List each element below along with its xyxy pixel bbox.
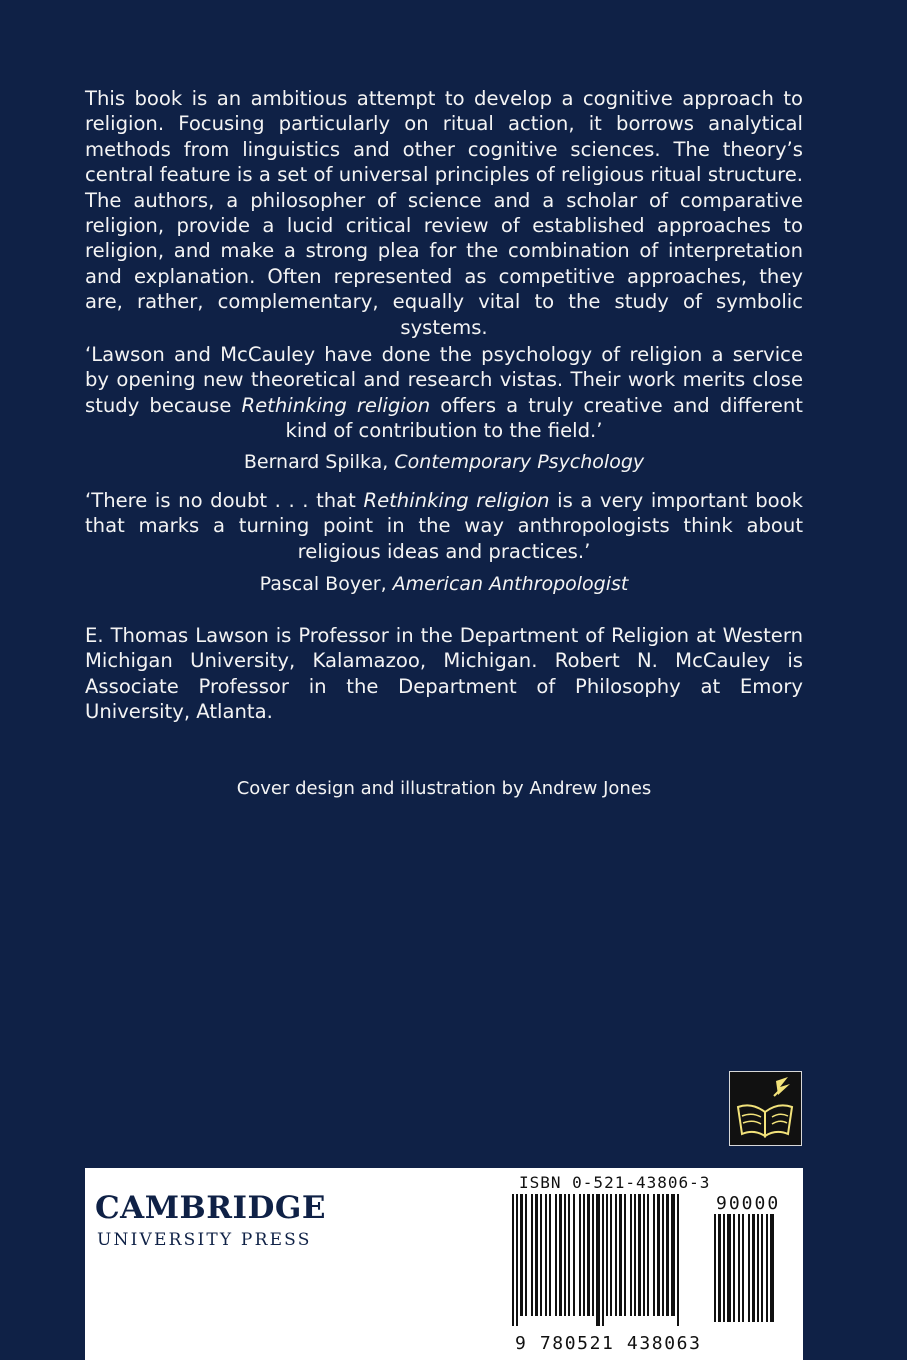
barcode-bar	[535, 1194, 538, 1316]
barcode-bar	[619, 1194, 622, 1316]
quote-text-before: ‘There is no doubt . . . that	[85, 489, 364, 512]
barcode-bar	[525, 1194, 527, 1316]
barcode-bar	[549, 1194, 551, 1316]
barcode-bar	[761, 1214, 763, 1322]
review-attribution-boyer	[85, 572, 803, 597]
barcode-bar	[516, 1194, 518, 1326]
barcode-bar	[602, 1194, 604, 1326]
quote-text-after: offers a truly creative and different kind of contribution to the field.’	[285, 393, 803, 443]
barcode-bar	[606, 1194, 608, 1316]
barcode-bar	[583, 1194, 585, 1316]
barcode-bar	[653, 1194, 655, 1316]
reviewer-name: Pascal Boyer,	[259, 573, 393, 595]
cover-credit: Cover design and illustration by Andrew Jones	[236, 778, 652, 799]
book-title: Rethinking religion	[241, 393, 431, 417]
barcode-bar	[587, 1194, 590, 1316]
barcode-bar	[634, 1194, 636, 1316]
book-title: Rethinking religion	[363, 489, 550, 512]
review-quote-boyer	[85, 488, 803, 564]
quote-text-after: is a very important book that marks a turning point in the way anthropologists think about religious ideas and practices.’	[85, 489, 803, 563]
barcode-bar	[592, 1194, 594, 1316]
barcode-bar	[610, 1194, 612, 1316]
barcode-bar	[718, 1214, 721, 1322]
ean-digits: 9 780521 438063	[515, 1333, 702, 1354]
review-quote-spilka	[85, 342, 803, 444]
isbn-number: ISBN 0-521-43806-3	[519, 1173, 711, 1192]
barcode-bar	[568, 1194, 570, 1316]
barcode-bar	[677, 1194, 679, 1326]
publisher-name: CAMBRIDGE	[95, 1190, 326, 1226]
barcode-bar	[666, 1194, 669, 1316]
barcode-bar	[671, 1194, 675, 1316]
barcode-bar	[733, 1214, 735, 1322]
quote-text-before: ‘Lawson and McCauley have done the psychology of religion a service by opening new theoretical and research vistas. Their work merits close study because	[85, 343, 803, 417]
barcode-bar	[742, 1214, 744, 1322]
barcode-bar	[638, 1194, 641, 1316]
barcode-bar	[752, 1214, 755, 1322]
barcode-bar	[662, 1194, 664, 1316]
addon-barcode	[712, 1214, 798, 1330]
barcode-bar	[596, 1194, 600, 1326]
barcode-bar	[520, 1194, 523, 1316]
barcode-bar	[540, 1194, 542, 1316]
barcode-bar	[531, 1194, 533, 1316]
review-attribution-spilka	[85, 450, 803, 475]
review-source: American Anthropologist	[392, 573, 629, 595]
blurb-paragraph: This book is an ambitious attempt to develop a cognitive approach to religion. Focusing particularly on ritual action, it borrows analytical methods from linguistics and other cognitive sciences. The theory’s central feature is a set of universal principles of religious ritual structure. The authors, a philosopher of science and a scholar of comparative religion, provide a lucid critical review of established approaches to religion, and make a strong plea for the combination of interpretation and explanation. Often represented as competitive approaches, they are, rather, complementary, equally vital to the study of symbolic systems.	[85, 87, 803, 339]
barcode-bar	[727, 1214, 731, 1322]
author-bio: E. Thomas Lawson is Professor in the Department of Religion at Western Michigan University, Kalamazoo, Michigan. Robert N. McCauley is Associate Professor in the Department of Philosophy at Emory University, Atlanta.	[85, 624, 803, 724]
barcode-bar	[624, 1194, 626, 1316]
barcode-bar	[647, 1194, 649, 1316]
barcode-bar	[770, 1214, 774, 1322]
open-book-logo-icon	[729, 1071, 802, 1146]
review-source: Contemporary Psychology	[394, 451, 645, 473]
barcode-bar	[643, 1194, 645, 1316]
barcode-bar	[723, 1214, 725, 1322]
barcode-bar	[555, 1194, 557, 1316]
barcode-bar	[615, 1194, 617, 1316]
reviewer-name: Bernard Spilka,	[243, 451, 395, 473]
barcode-bar	[573, 1194, 575, 1316]
barcode-bar	[512, 1194, 514, 1326]
publisher-subname: UNIVERSITY PRESS	[97, 1230, 312, 1250]
barcode-bar	[714, 1214, 716, 1322]
barcode-bar	[766, 1214, 768, 1322]
barcode-bar	[657, 1194, 660, 1316]
barcode-bar	[579, 1194, 581, 1316]
price-addon-digits: 90000	[716, 1193, 781, 1214]
barcode-bar	[559, 1194, 562, 1316]
barcode-bar	[630, 1194, 632, 1316]
barcode-bar	[748, 1214, 750, 1322]
barcode-bar	[757, 1214, 759, 1322]
barcode-bar	[545, 1194, 547, 1316]
barcode-bar	[564, 1194, 566, 1316]
ean-barcode	[510, 1194, 706, 1330]
barcode-bar	[738, 1214, 740, 1322]
